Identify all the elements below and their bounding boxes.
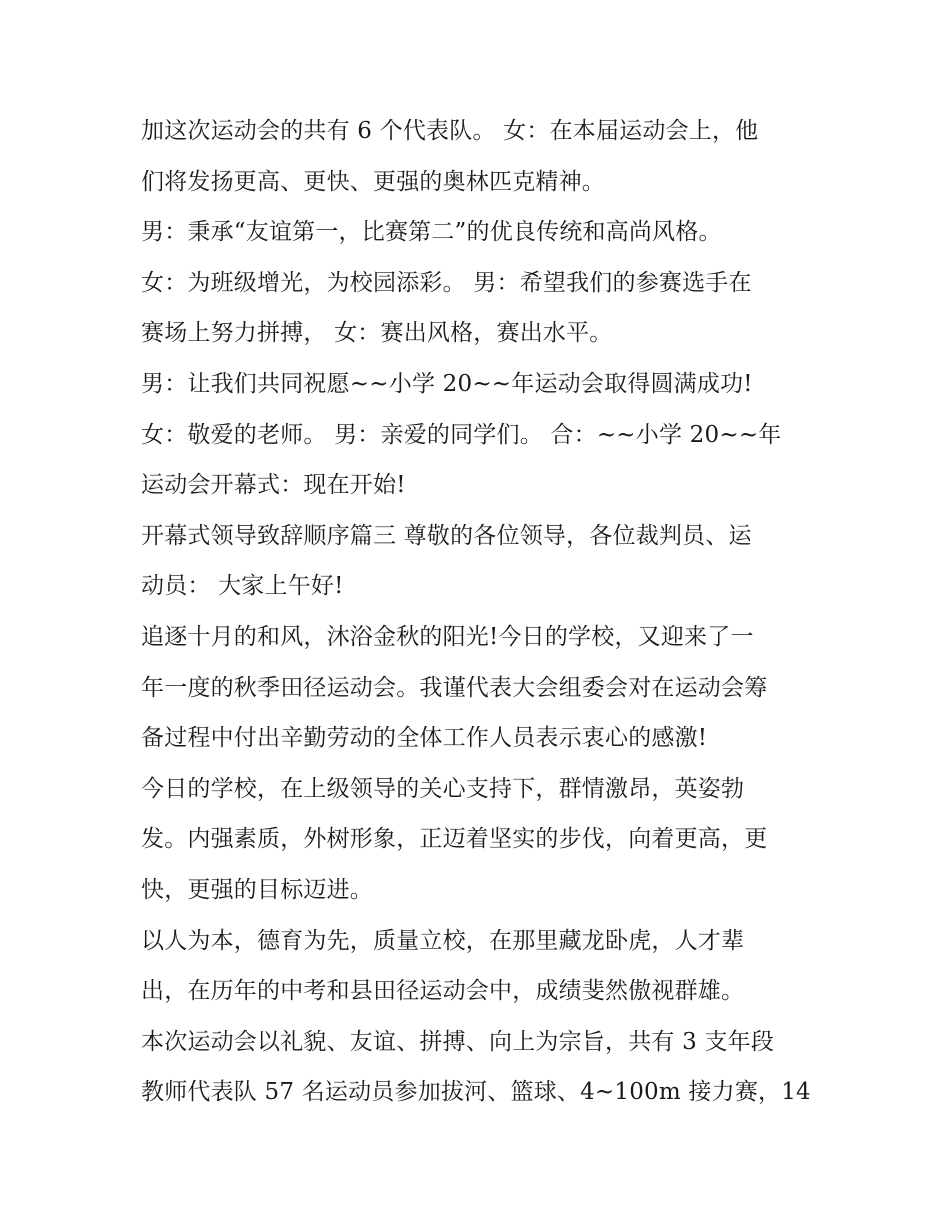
text-line: 开幕式领导致辞顺序篇三 尊敬的各位领导，各位裁判员、运 — [141, 522, 752, 549]
text-line: 动员： 大家上午好! — [141, 573, 344, 600]
text-line: 男：秉承“友谊第一，比赛第二”的优良传统和高尚风格。 — [141, 219, 722, 246]
document-body — [141, 106, 821, 1118]
text-line: 出，在历年的中考和县田径运动会中，成绩斐然傲视群雄。 — [141, 978, 745, 1005]
text-line: 女：为班级增光，为校园添彩。 男：希望我们的参赛选手在 — [141, 269, 752, 296]
text-line: 女：敬爱的老师。 男：亲爱的同学们。 合：~~小学 20~~年 — [141, 421, 782, 448]
text-line: 备过程中付出辛勤劳动的全体工作人员表示衷心的感激! — [141, 725, 708, 752]
text-line: 们将发扬更高、更快、更强的奥林匹克精神。 — [141, 168, 605, 195]
text-line: 年一度的秋季田径运动会。我谨代表大会组委会对在运动会筹 — [141, 674, 768, 701]
text-line: 快，更强的目标迈进。 — [141, 876, 373, 903]
text-line: 运动会开幕式：现在开始! — [141, 472, 406, 499]
text-line: 以人为本，德育为先，质量立校，在那里藏龙卧虎，人才辈 — [141, 927, 745, 954]
text-line: 追逐十月的和风，沐浴金秋的阳光!今日的学校，又迎来了一 — [141, 623, 754, 650]
text-line: 本次运动会以礼貌、友谊、拼搏、向上为宗旨，共有 3 支年段 — [141, 1028, 775, 1055]
text-line: 教师代表队 57 名运动员参加拔河、篮球、4~100m 接力赛，14 — [141, 1079, 811, 1106]
text-line: 加这次运动会的共有 6 个代表队。 女：在本届运动会上，他 — [141, 118, 759, 144]
text-line: 发。内强素质，外树形象，正迈着坚实的步伐，向着更高，更 — [141, 826, 768, 853]
text-line: 赛场上努力拼搏， 女：赛出风格，赛出水平。 — [141, 320, 613, 347]
text-line: 今日的学校，在上级领导的关心支持下，群情激昂，英姿勃 — [141, 775, 745, 802]
text-line: 男：让我们共同祝愿~~小学 20~~年运动会取得圆满成功! — [141, 370, 753, 397]
